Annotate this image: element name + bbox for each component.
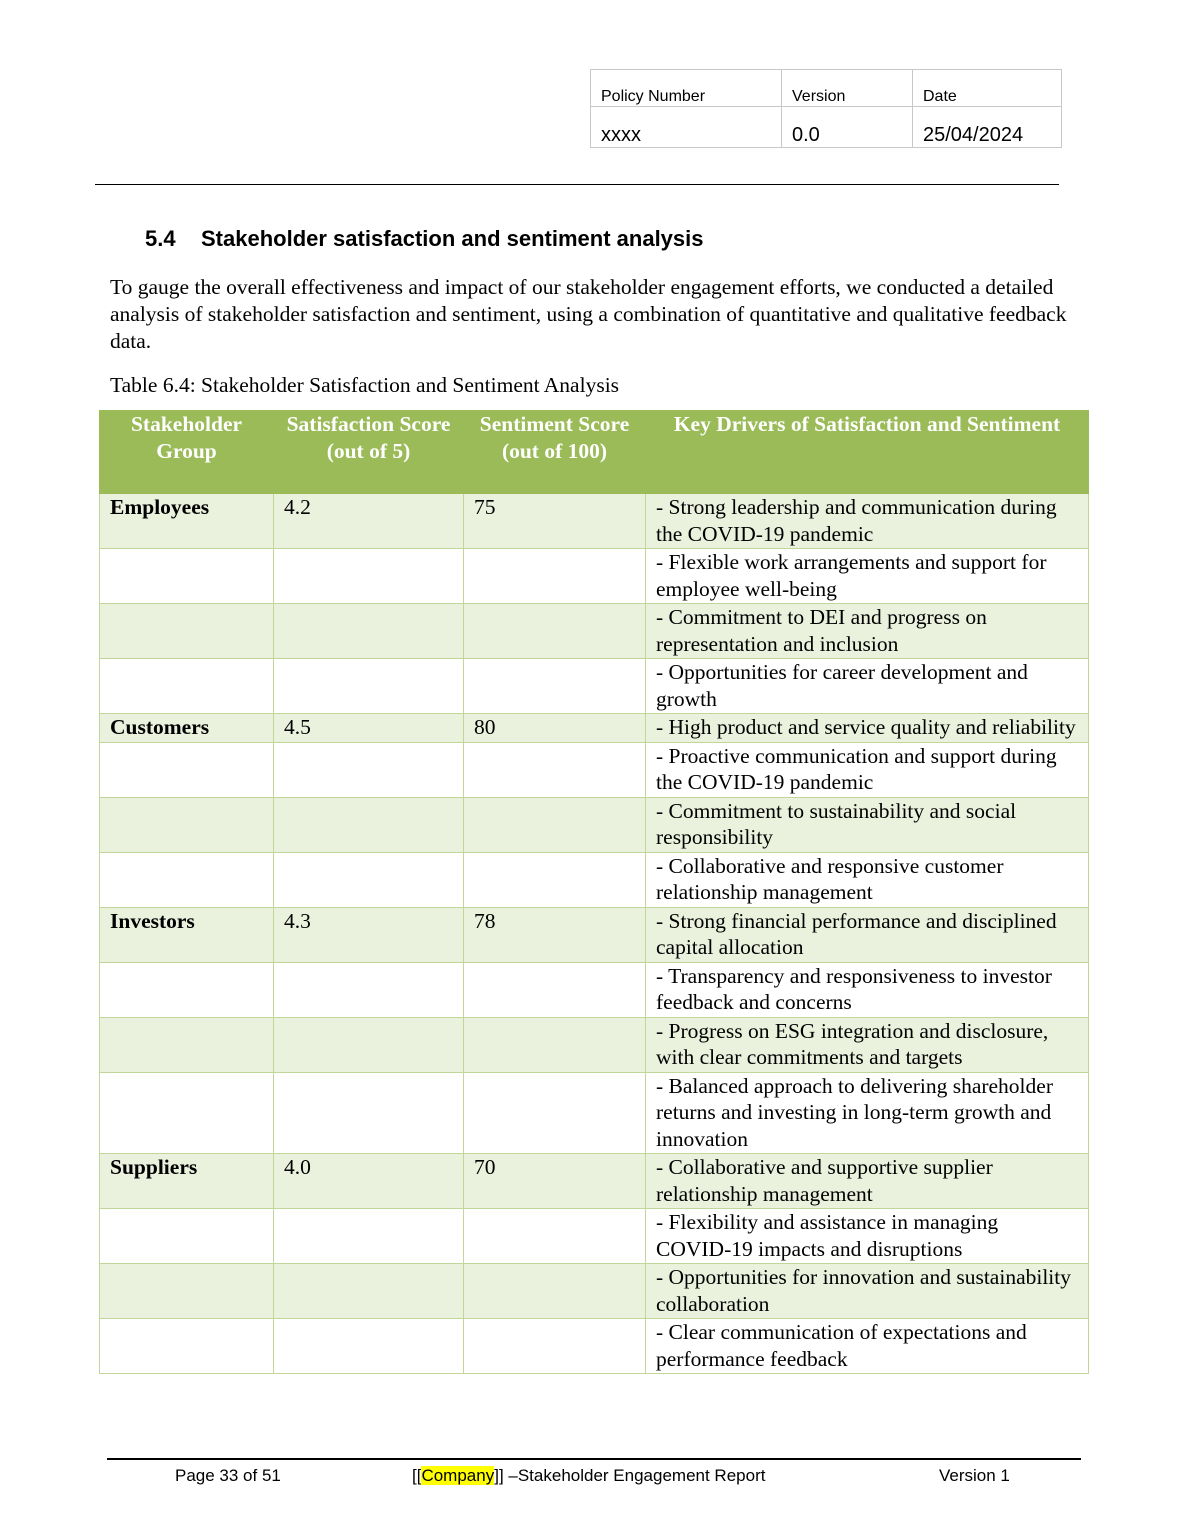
empty-cell xyxy=(464,1319,646,1374)
footer-title-prefix: [[ xyxy=(412,1466,422,1485)
table-row xyxy=(100,1072,1089,1154)
stakeholder-group-cell: Employees xyxy=(100,494,274,549)
column-header: Key Drivers of Satisfaction and Sentiment xyxy=(646,411,1089,494)
table-row xyxy=(100,742,1089,797)
stakeholder-group-cell: Suppliers xyxy=(100,1154,274,1209)
empty-cell xyxy=(274,549,464,604)
empty-cell xyxy=(464,1072,646,1154)
empty-cell xyxy=(464,1017,646,1072)
section-number: 5.4 xyxy=(145,226,176,251)
version-label: Version xyxy=(782,70,913,107)
section-heading xyxy=(145,226,704,252)
stakeholder-group-cell: Customers xyxy=(100,714,274,743)
satisfaction-score-cell: 4.2 xyxy=(274,494,464,549)
key-driver-cell: - Progress on ESG integration and disclosure, with clear commitments and targets xyxy=(646,1017,1089,1072)
satisfaction-score-cell: 4.0 xyxy=(274,1154,464,1209)
empty-cell xyxy=(100,1319,274,1374)
table-row xyxy=(100,852,1089,907)
empty-cell xyxy=(464,852,646,907)
empty-cell xyxy=(464,742,646,797)
empty-cell xyxy=(464,1264,646,1319)
empty-cell xyxy=(100,549,274,604)
empty-cell xyxy=(100,1017,274,1072)
empty-cell xyxy=(100,1072,274,1154)
empty-cell xyxy=(100,1209,274,1264)
empty-cell xyxy=(274,1264,464,1319)
key-driver-cell: - Balanced approach to delivering shareholder returns and investing in long-term growth and innovation xyxy=(646,1072,1089,1154)
key-driver-cell: - High product and service quality and reliability xyxy=(646,714,1089,743)
table-header-row xyxy=(100,411,1089,494)
empty-cell xyxy=(274,1209,464,1264)
satisfaction-score-cell: 4.3 xyxy=(274,907,464,962)
table-row xyxy=(100,797,1089,852)
empty-cell xyxy=(464,1209,646,1264)
empty-cell xyxy=(100,962,274,1017)
policy-number-label: Policy Number xyxy=(591,70,782,107)
key-driver-cell: - Proactive communication and support during the COVID-19 pandemic xyxy=(646,742,1089,797)
empty-cell xyxy=(464,604,646,659)
version-value: 0.0 xyxy=(782,107,913,148)
key-driver-cell: - Commitment to DEI and progress on representation and inclusion xyxy=(646,604,1089,659)
satisfaction-table xyxy=(99,410,1089,1374)
empty-cell xyxy=(464,549,646,604)
table-row xyxy=(100,659,1089,714)
key-driver-cell: - Clear communication of expectations and performance feedback xyxy=(646,1319,1089,1374)
empty-cell xyxy=(274,852,464,907)
table-row xyxy=(100,1319,1089,1374)
table-row xyxy=(100,1017,1089,1072)
empty-cell xyxy=(100,742,274,797)
key-driver-cell: - Transparency and responsiveness to investor feedback and concerns xyxy=(646,962,1089,1017)
empty-cell xyxy=(100,852,274,907)
key-driver-cell: - Collaborative and responsive customer relationship management xyxy=(646,852,1089,907)
empty-cell xyxy=(274,797,464,852)
key-driver-cell: - Flexibility and assistance in managing COVID-19 impacts and disruptions xyxy=(646,1209,1089,1264)
sentiment-score-cell: 80 xyxy=(464,714,646,743)
policy-number-value: xxxx xyxy=(591,107,782,148)
table-row xyxy=(100,1264,1089,1319)
company-placeholder: Company xyxy=(421,1466,495,1485)
table-row xyxy=(100,494,1089,549)
empty-cell xyxy=(274,1072,464,1154)
table-caption: Table 6.4: Stakeholder Satisfaction and Sentiment Analysis xyxy=(110,373,620,397)
table-row xyxy=(100,604,1089,659)
table-row xyxy=(100,1154,1089,1209)
empty-cell xyxy=(100,797,274,852)
empty-cell xyxy=(274,659,464,714)
table-row xyxy=(100,714,1089,743)
key-driver-cell: - Strong financial performance and disciplined capital allocation xyxy=(646,907,1089,962)
empty-cell xyxy=(100,659,274,714)
column-header: Stakeholder Group xyxy=(100,411,274,494)
empty-cell xyxy=(464,797,646,852)
satisfaction-score-cell: 4.5 xyxy=(274,714,464,743)
header-divider xyxy=(95,184,1059,185)
section-title: Stakeholder satisfaction and sentiment analysis xyxy=(201,226,704,251)
intro-paragraph: To gauge the overall effectiveness and impact of our stakeholder engagement efforts, we conducted a detailed analysis of stakeholder satisfaction and sentiment, using a combination of quantitative and qualitative feedback data. xyxy=(110,275,1067,353)
sentiment-score-cell: 70 xyxy=(464,1154,646,1209)
empty-cell xyxy=(274,1319,464,1374)
footer-divider xyxy=(107,1458,1081,1460)
table-row xyxy=(100,907,1089,962)
empty-cell xyxy=(274,1017,464,1072)
key-driver-cell: - Strong leadership and communication during the COVID-19 pandemic xyxy=(646,494,1089,549)
empty-cell xyxy=(274,742,464,797)
empty-cell xyxy=(464,659,646,714)
key-driver-cell: - Flexible work arrangements and support for employee well-being xyxy=(646,549,1089,604)
footer-title-suffix: ]] –Stakeholder Engagement Report xyxy=(494,1466,766,1485)
stakeholder-group-cell: Investors xyxy=(100,907,274,962)
key-driver-cell: - Commitment to sustainability and social responsibility xyxy=(646,797,1089,852)
key-driver-cell: - Collaborative and supportive supplier relationship management xyxy=(646,1154,1089,1209)
table-row xyxy=(100,549,1089,604)
key-driver-cell: - Opportunities for innovation and sustainability collaboration xyxy=(646,1264,1089,1319)
date-value: 25/04/2024 xyxy=(913,107,1062,148)
table-row xyxy=(100,1209,1089,1264)
table-row xyxy=(100,962,1089,1017)
column-header: Sentiment Score (out of 100) xyxy=(464,411,646,494)
footer-title xyxy=(412,1466,765,1486)
empty-cell xyxy=(274,604,464,659)
column-header: Satisfaction Score (out of 5) xyxy=(274,411,464,494)
date-label: Date xyxy=(913,70,1062,107)
sentiment-score-cell: 75 xyxy=(464,494,646,549)
empty-cell xyxy=(274,962,464,1017)
footer-version: Version 1 xyxy=(939,1466,1010,1485)
empty-cell xyxy=(100,604,274,659)
empty-cell xyxy=(100,1264,274,1319)
page-number: Page 33 of 51 xyxy=(175,1466,281,1485)
key-driver-cell: - Opportunities for career development and growth xyxy=(646,659,1089,714)
empty-cell xyxy=(464,962,646,1017)
sentiment-score-cell: 78 xyxy=(464,907,646,962)
policy-header-table xyxy=(590,69,1062,148)
